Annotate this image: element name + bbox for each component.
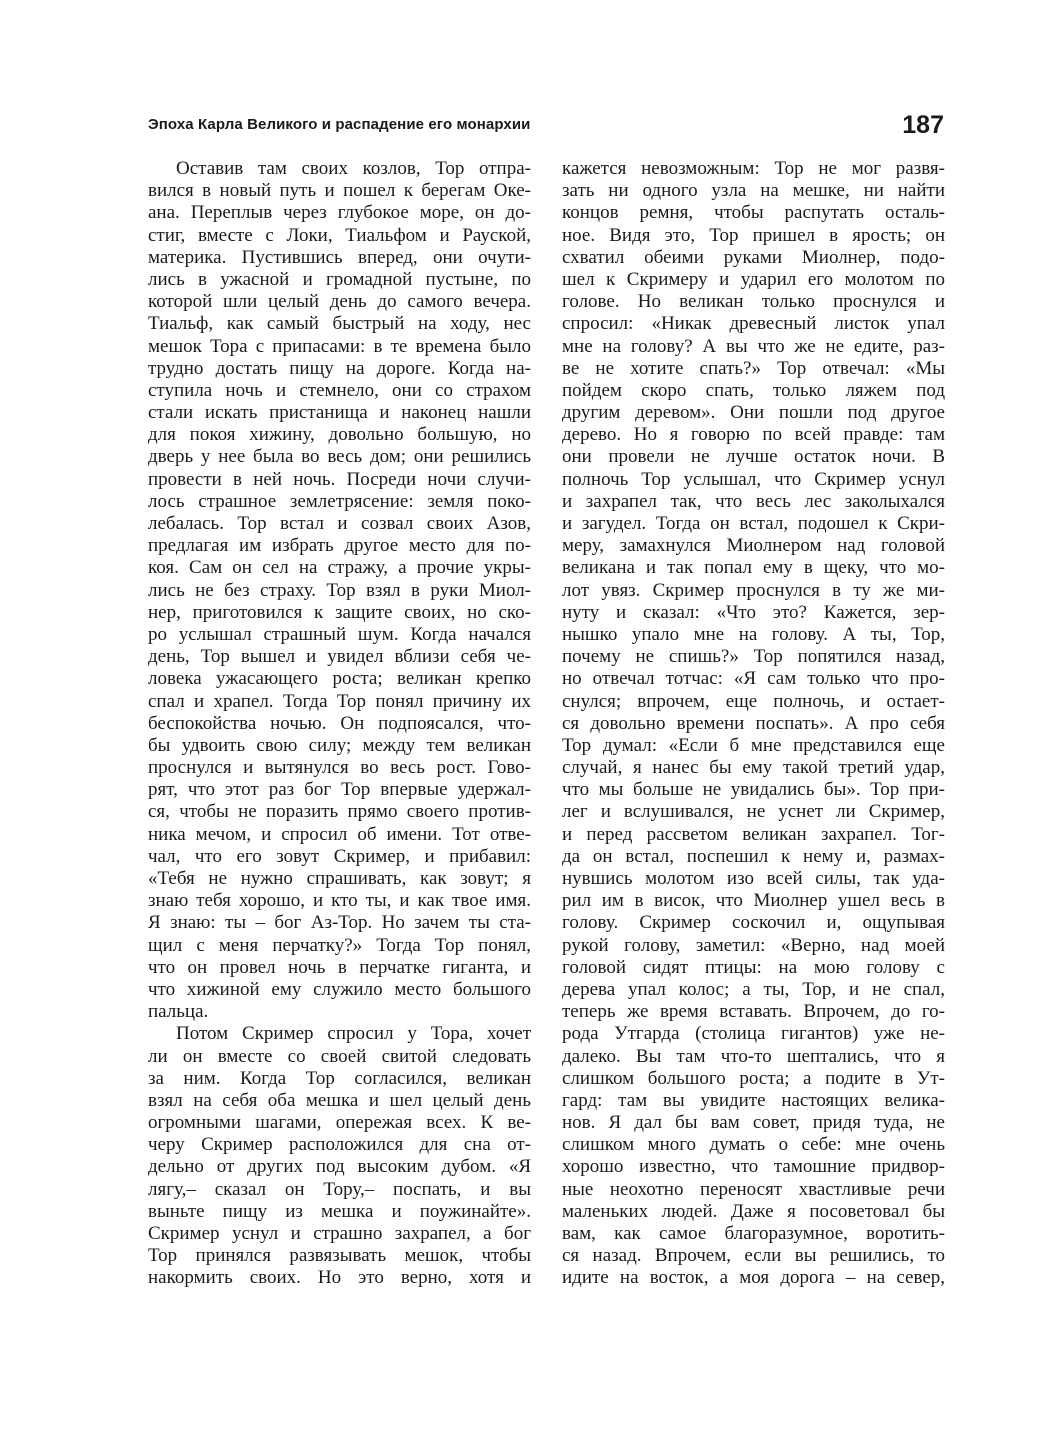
- text-line: ное. Видя это, Тор пришел в ярость; он: [562, 224, 945, 246]
- text-line: нувшись молотом изо всей силы, так уда-: [562, 868, 945, 889]
- text-line: головой сидят птицы: на мою голову с: [562, 956, 945, 978]
- text-line: лот увяз. Скример проснулся в ту же ми-: [562, 579, 945, 601]
- text-line: великана и так попал ему в щеку, что мо-: [562, 557, 945, 579]
- text-line: которой шли целый день до самого вечера.: [148, 291, 531, 313]
- text-line: Скример уснул и страшно захрапел, а бог: [148, 1223, 531, 1244]
- text-line: мне на голову? А вы что же не едите, раз-: [562, 335, 945, 357]
- text-line: маленьких людей. Даже я посоветовал бы: [562, 1200, 945, 1222]
- text-line: рода Утгарда (столица гигантов) уже не-: [562, 1023, 945, 1045]
- text-line: далеко. Вы там что-то шептались, что я: [562, 1045, 945, 1067]
- text-line: они провели не лучше остаток ночи. В: [562, 446, 945, 468]
- text-line: снулся; впрочем, еще полночь, и остает-: [562, 690, 945, 712]
- text-line: ве не хотите спать?» Тор отвечал: «Мы: [562, 357, 945, 379]
- text-line: шел к Скримеру и ударил его молотом по: [562, 268, 945, 290]
- text-line: Тиальф, как самый быстрый на ходу, нес: [148, 313, 531, 335]
- text-line: но отвечал тотчас: «Я сам только что про-: [562, 668, 945, 690]
- text-line: зать ни одного узла на мешке, ни найти: [562, 180, 945, 202]
- text-line: теперь же время вставать. Впрочем, до го-: [562, 1001, 945, 1023]
- text-line: пойдем скоро спать, только ляжем под: [562, 379, 945, 401]
- text-line: полночь Тор услышал, что Скример уснул: [562, 468, 945, 490]
- text-line: мешок Тора с припасами: в те времена было: [148, 335, 531, 357]
- left-text-column: [148, 158, 531, 1290]
- text-line: ступила ночь и стемнело, они со страхом: [148, 379, 531, 401]
- text-line: гард: там вы увидите настоящих велика-: [562, 1089, 945, 1111]
- text-line: накормить своих. Но это верно, хотя и: [148, 1267, 531, 1289]
- text-line: нышко упало мне на голову. А ты, Тор,: [562, 623, 945, 645]
- text-line: дельно от других под высоким дубом. «Я: [148, 1156, 531, 1178]
- text-line: материка. Пустившись вперед, они очути-: [148, 246, 531, 268]
- text-line: за ним. Когда Тор согласился, великан: [148, 1067, 531, 1089]
- text-line: и загудел. Тогда он встал, подошел к Скри-: [562, 513, 945, 534]
- text-line: спросил: «Никак древесный листок упал: [562, 313, 945, 335]
- text-line: что мы больше не увидались бы». Тор при-: [562, 779, 945, 801]
- text-line: голове. Но великан только проснулся и: [562, 291, 945, 313]
- text-line: знаю тебя хорошо, и кто ты, и как твое имя.: [148, 890, 531, 912]
- text-line: лись в ужасной и громадной пустыне, по: [148, 268, 531, 290]
- text-line: вился в новый путь и пошел к берегам Оке-: [148, 180, 531, 202]
- text-line: провести в ней ночь. Посреди ночи случи-: [148, 468, 531, 490]
- text-line: ника мечом, и спросил об имени. Тот отве-: [148, 823, 531, 845]
- text-line: ли он вместе со своей свитой следовать: [148, 1045, 531, 1067]
- text-line: меру, замахнулся Миолнером над головой: [562, 535, 945, 557]
- text-line: спал и храпел. Тогда Тор понял причину их: [148, 690, 531, 712]
- text-line: бы удвоить свою силу; между тем великан: [148, 734, 531, 756]
- text-line: схватил обеими руками Миолнер, подо-: [562, 246, 945, 268]
- text-line: лебалась. Тор встал и созвал своих Азов,: [148, 513, 531, 534]
- text-line: что он провел ночь в перчатке гиганта, и: [148, 956, 531, 978]
- text-line: ловека ужасающего роста; великан крепко: [148, 668, 531, 690]
- text-line: ана. Переплыв через глубокое море, он до-: [148, 202, 531, 224]
- right-text-column: [562, 158, 945, 1290]
- text-line: кажется невозможным: Тор не мог развя-: [562, 158, 945, 179]
- text-line: вам, как самое благоразумное, воротить-: [562, 1223, 945, 1244]
- text-line: нов. Я дал бы вам совет, придя туда, не: [562, 1112, 945, 1134]
- text-line: Оставив там своих козлов, Тор отпра-: [176, 158, 531, 179]
- text-line: слишком большого роста; а подите в Ут-: [562, 1067, 945, 1089]
- text-line: идите на восток, а моя дорога – на север,: [562, 1267, 945, 1289]
- text-line: и перед рассветом великан захрапел. Тог-: [562, 823, 945, 845]
- text-line: выньте пищу из мешка и поужинайте».: [148, 1200, 531, 1222]
- text-line: почему не спишь?» Тор попятился назад,: [562, 646, 945, 668]
- text-line: огромными шагами, опережая всех. К ве-: [148, 1112, 531, 1134]
- text-line: щил с меня перчатку?» Тогда Тор понял,: [148, 934, 531, 956]
- text-line: случай, я нанес бы ему такой третий удар,: [562, 757, 945, 779]
- text-line: стиг, вместе с Локи, Тиальфом и Рауской,: [148, 224, 531, 246]
- text-line: и захрапел так, что весь лес заколыхался: [562, 490, 945, 512]
- text-line: нер, приготовился к защите своих, но ско-: [148, 601, 531, 623]
- text-line: лягу,– сказал он Тору,– поспать, и вы: [148, 1178, 531, 1200]
- text-line: нуту и сказал: «Что это? Кажется, зер-: [562, 601, 945, 623]
- text-line: хорошо известно, что тамошние придвор-: [562, 1156, 945, 1178]
- text-line: дверь у нее была во весь дом; они решились: [148, 446, 531, 468]
- text-line: «Тебя не нужно спрашивать, как зовут; я: [148, 868, 531, 889]
- text-line: пальца.: [148, 1001, 209, 1023]
- text-line: стали искать пристанища и наконец нашли: [148, 402, 531, 424]
- text-line: для покоя хижину, довольно большую, но: [148, 424, 531, 446]
- text-line: взял на себя оба мешка и шел целый день: [148, 1089, 531, 1111]
- text-line: ся довольно времени поспать». А про себя: [562, 712, 945, 734]
- text-line: рукой голову, заметил: «Верно, над моей: [562, 934, 945, 956]
- running-title: Эпоха Карла Великого и распадение его монархии: [148, 116, 531, 133]
- text-line: голову. Скример соскочил и, ощупывая: [562, 912, 945, 934]
- text-line: Я знаю: ты – бог Аз-Тор. Но зачем ты ста-: [148, 912, 531, 934]
- text-line: коя. Сам он сел на стражу, а прочие укры-: [148, 557, 531, 579]
- text-line: другим деревом». Они пошли под другое: [562, 402, 945, 424]
- text-line: ро услышал страшный шум. Когда начался: [148, 623, 531, 645]
- text-line: дерева упал колос; а ты, Тор, и не спал,: [562, 978, 945, 1000]
- text-line: черу Скример расположился для сна от-: [148, 1134, 531, 1156]
- text-line: Тор думал: «Если б мне представился еще: [562, 734, 945, 756]
- text-line: дерево. Но я говорю по всей правде: там: [562, 424, 945, 446]
- text-line: ся назад. Впрочем, если вы решились, то: [562, 1245, 945, 1267]
- text-line: лись не без страху. Тор взял в руки Миол-: [148, 579, 531, 601]
- text-line: ся, чтобы не поразить прямо своего против-: [148, 801, 531, 823]
- text-line: лег и вслушивался, не уснет ли Скример,: [562, 801, 945, 823]
- text-line: день, Тор вышел и увидел вблизи себя че-: [148, 646, 531, 668]
- text-line: рят, что этот раз бог Тор впервые удержал-: [148, 779, 531, 801]
- text-line: концов ремня, чтобы распутать осталь-: [562, 202, 945, 224]
- text-line: лось страшное землетрясение: земля поко-: [148, 490, 531, 512]
- text-line: трудно достать пищу на дороге. Когда на-: [148, 357, 531, 379]
- text-line: ные неохотно переносят хвастливые речи: [562, 1178, 945, 1200]
- text-line: проснулся и вытянулся во весь рост. Гово-: [148, 757, 531, 779]
- text-line: рил им в висок, что Миолнер ушел весь в: [562, 890, 945, 912]
- text-line: Тор принялся развязывать мешок, чтобы: [148, 1245, 531, 1267]
- text-line: предлагая им избрать другое место для по-: [148, 535, 531, 557]
- page-number: 187: [902, 111, 944, 139]
- text-line: Потом Скример спросил у Тора, хочет: [176, 1023, 531, 1045]
- text-line: беспокойства ночью. Он подпоясался, что-: [148, 712, 531, 734]
- text-line: чал, что его зовут Скример, и прибавил:: [148, 845, 531, 867]
- text-line: слишком много думать о себе: мне очень: [562, 1134, 945, 1156]
- text-line: да он встал, поспешил к нему и, размах-: [562, 845, 945, 867]
- text-line: что хижиной ему служило место большого: [148, 978, 531, 1000]
